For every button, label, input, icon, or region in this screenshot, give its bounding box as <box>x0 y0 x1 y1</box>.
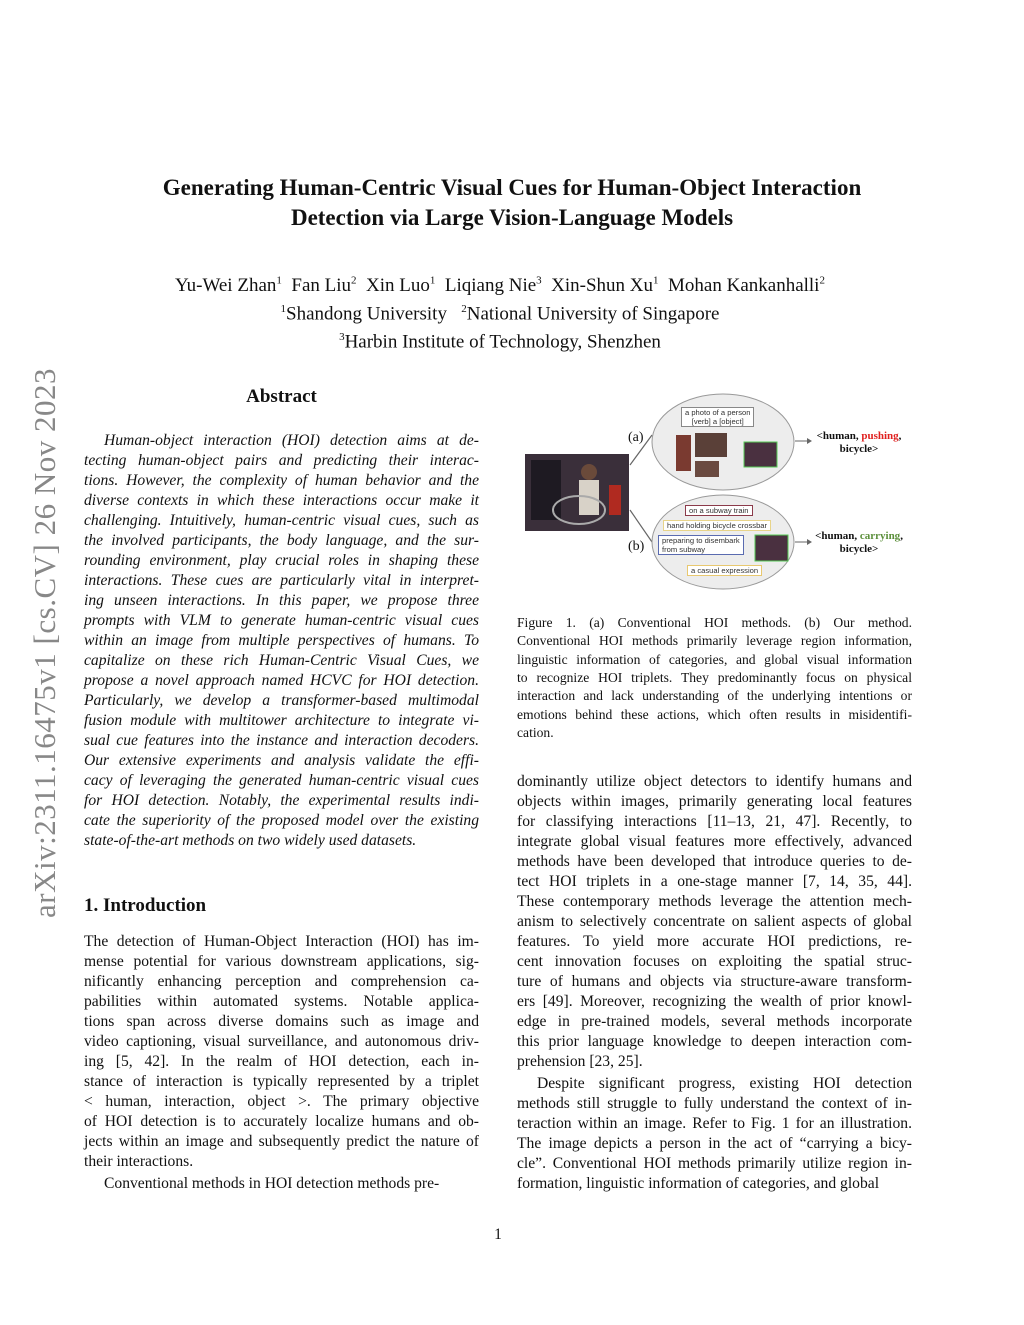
author-name: Mohan Kankanhalli$^2$ <box>668 275 825 297</box>
text-line: tect HOI triplets in a one-stage manner [7, 14, 35, 44]. <box>517 873 912 890</box>
text-line: methods have been developed that introduce queries to de- <box>517 853 912 870</box>
section-heading-introduction: 1. Introduction <box>84 895 207 916</box>
text-line: ing unseen interactions. In this paper, we propose three <box>84 592 479 609</box>
text-line: Human-object interaction (HOI) detection aims at de- <box>104 432 479 449</box>
text-line: the involved participants, the body language, and the sur- <box>84 532 479 549</box>
text-line: The image depicts a person in the act of “carrying a bicy- <box>517 1135 912 1152</box>
text-line: ing [5, 42]. In the realm of HOI detection, each in- <box>84 1053 479 1070</box>
text-line: Figure 1. (a) Conventional HOI methods. (b) Our method. <box>517 615 912 630</box>
abstract-heading: Abstract <box>246 386 317 407</box>
affiliations-line-2: $^3$Harbin Institute of Technology, Shenzhen <box>339 330 661 352</box>
text-line: fusion module with multitower architecture to integrate vi- <box>84 712 479 729</box>
text-line: dominantly utilize object detectors to identify humans and <box>517 773 912 790</box>
crop-image <box>695 433 727 457</box>
output-a: <human, pushing, bicycle> <box>816 430 902 455</box>
text-line: diverse contexts in which these interactions occur make it <box>84 492 479 509</box>
text-line: Particularly, we develop a transformer-based multimodal <box>84 692 479 709</box>
cue-box-expression: a casual expression <box>687 565 762 576</box>
text-line: pabilities within automated systems. Notable applica- <box>84 993 479 1010</box>
author-name: Yu-Wei Zhan$^1$ <box>175 275 282 297</box>
text-line: cle”. Conventional HOI methods primarily utilize region in- <box>517 1155 912 1172</box>
crop-image <box>755 535 788 561</box>
crop-image <box>744 442 777 467</box>
author-name: Fan Liu$^2$ <box>291 275 357 297</box>
page-number: 1 <box>494 1226 502 1243</box>
title-line: Generating Human-Centric Visual Cues for Human-Object Interaction <box>162 175 862 200</box>
text-line: for HOI detection. Notably, the experimental results indi- <box>84 792 479 809</box>
text-line: tions span across diverse domains such as image and <box>84 1013 479 1030</box>
text-line: edge in pre-trained models, several methods incorporate <box>517 1013 912 1030</box>
text-line: These contemporary methods leverage the attention mech- <box>517 893 912 910</box>
text-line: Despite significant progress, existing HOI detection <box>537 1075 912 1092</box>
text-line: prehension [23, 25]. <box>517 1053 643 1070</box>
text-line: nificantly enhancing perception and comprehension ca- <box>84 973 479 990</box>
text-line: cent innovation focuses on exploiting the spatial struc- <box>517 953 912 970</box>
text-line: linguistic information of categories, and global visual information <box>517 651 912 667</box>
text-line: capitalize on these rich Human-Centric Visual Cues, we <box>84 652 479 669</box>
text-line: their interactions. <box>84 1153 194 1170</box>
figure-1 <box>517 390 917 595</box>
arxiv-side-label: arXiv:2311.16475v1 [cs.CV] 26 Nov 2023 <box>27 368 62 918</box>
text-line: stance of interaction is typically represented by a triplet <box>84 1073 479 1090</box>
text-line: features. To yield more accurate HOI predictions, re- <box>517 933 912 950</box>
author-block <box>0 270 1000 353</box>
crop-image <box>695 461 719 477</box>
text-line: mense potential for various downstream applications, sig- <box>84 953 479 970</box>
label-a: (a) <box>628 430 644 445</box>
prompt-box: a photo of a person [verb] a [object] <box>681 407 754 427</box>
text-line: interaction and lack understanding of the underlying intentions or <box>517 688 912 704</box>
text-line: formation, linguistic information of categories, and global <box>517 1175 880 1192</box>
text-line: tions. However, the complexity of human behavior and the <box>84 472 479 489</box>
text-line: to recognize HOI triplets. They predominantly focus on physical <box>517 669 912 685</box>
text-line: The detection of Human-Object Interaction (HOI) has im- <box>84 933 479 950</box>
text-line: objects within images, primarily generating local features <box>517 793 912 810</box>
author-name: Xin-Shun Xu$^1$ <box>551 275 659 297</box>
title-line: Detection via Large Vision-Language Models <box>290 205 734 230</box>
text-line: < human, interaction, object >. The primary objective <box>84 1093 479 1110</box>
cue-box-body: hand holding bicycle crossbar <box>663 520 771 531</box>
text-line: challenging. Intuitively, human-centric visual cues, such as <box>84 512 479 529</box>
text-line: jects within an image and subsequently predict the nature of <box>84 1133 479 1150</box>
output-b: <human, carrying, bicycle> <box>815 530 903 555</box>
text-line: ture of humans and objects via structure-aware transform- <box>517 973 912 990</box>
text-line: ers [49]. Moreover, recognizing the wealth of prior knowl- <box>517 993 912 1010</box>
text-line: Conventional HOI methods primarily leverage region information, <box>517 633 912 649</box>
text-line: Conventional methods in HOI detection methods pre- <box>104 1175 440 1192</box>
text-line: Our extensive experiments and analysis validate the effi- <box>84 752 479 769</box>
text-line: integrate global visual features more effectively, advanced <box>517 833 912 850</box>
text-line: for classifying interactions [11–13, 21, 47]. Recently, to <box>517 813 912 830</box>
affiliations-line-1: $^1$Shandong University $^2$National University of Singapore <box>280 302 720 325</box>
text-line: methods still struggle to fully understand the context of in- <box>517 1095 912 1112</box>
text-line: within an image from multiple perspectives of humans. To <box>84 632 479 649</box>
text-line: propose a novel approach named HCVC for HOI detection. <box>84 672 479 689</box>
arrow-b <box>630 510 652 542</box>
text-line: state-of-the-art methods on two widely used datasets. <box>84 832 417 849</box>
author-names <box>0 270 1000 298</box>
text-line: of HOI detection is to accurately localize humans and ob- <box>84 1113 479 1130</box>
author-name: Xin Luo$^1$ <box>366 275 436 297</box>
text-line: sual cue features into the instance and interaction decoders. <box>84 732 479 749</box>
paper-title <box>0 173 1024 233</box>
text-line: cation. <box>517 724 554 740</box>
text-line: this prior language knowledge to deepen interaction com- <box>517 1033 912 1050</box>
text-line: emotions behind these actions, which often results in misidentifi- <box>517 706 912 722</box>
author-name: Liqiang Nie$^3$ <box>444 275 542 297</box>
text-line: cacy of leveraging the generated human-centric visual cues <box>84 772 479 789</box>
text-line: video captioning, visual surveillance, and autonomous driv- <box>84 1033 479 1050</box>
text-line: rounding environment, play crucial roles in shaping these <box>84 552 479 569</box>
cue-box-context: on a subway train <box>685 505 753 516</box>
text-line: tecting human-object pairs and predicting their interac- <box>84 452 479 469</box>
text-line: interactions. These cues are particularly vital in interpret- <box>84 572 479 589</box>
crop-image <box>676 435 691 471</box>
text-line: teraction within an image. Refer to Fig. 1 for an illustration. <box>517 1115 912 1132</box>
text-line: anism to selectively concentrate on salient aspects of global <box>517 913 912 930</box>
cue-box-intention: preparing to disembark from subway <box>658 535 744 555</box>
text-line: cate the superiority of the proposed model over the existing <box>84 812 479 829</box>
text-line: prompts with VLM to generate human-centric visual cues <box>84 612 479 629</box>
label-b: (b) <box>628 539 645 554</box>
